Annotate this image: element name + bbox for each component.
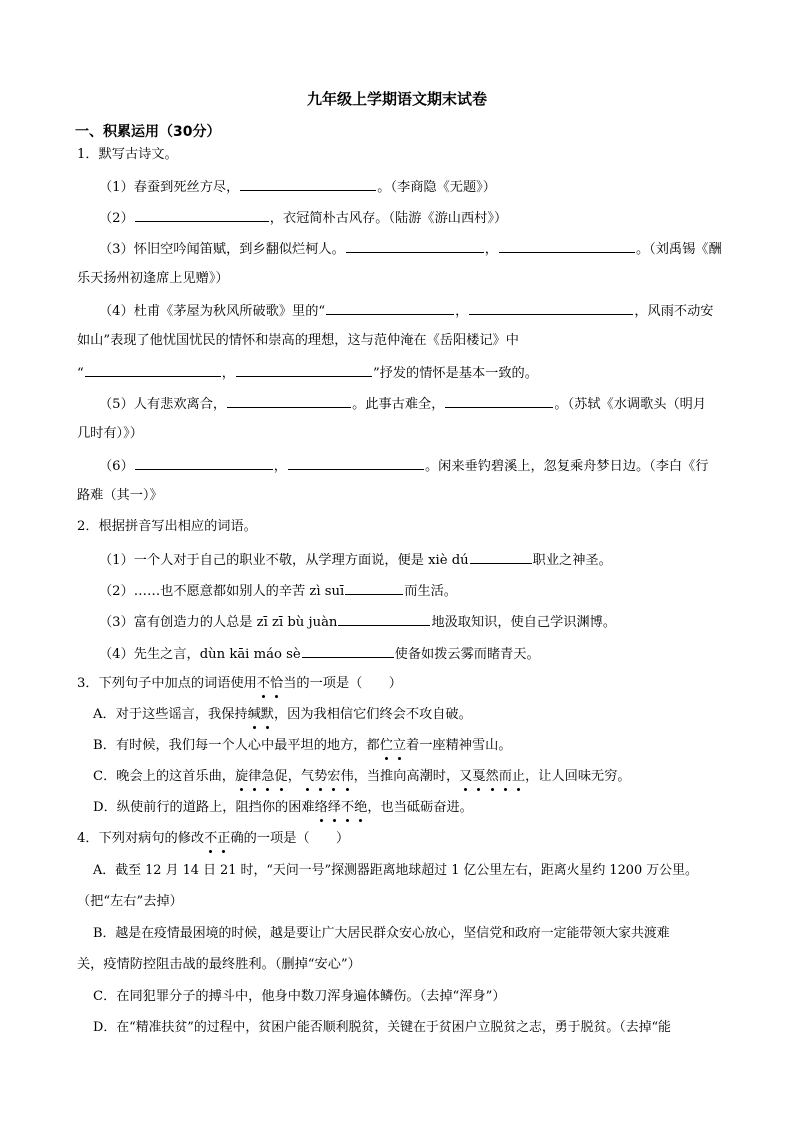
item-text: 。（刘禹锡《酬: [635, 242, 722, 257]
question-2-item-3: [99, 612, 616, 632]
question-4-option-d: D．在“精准扶贫”的过程中，贫困户能否顺利脱贫，关键在于贫困户立脱贫之志，勇于脱贫。（去掉“能: [93, 1020, 671, 1035]
answer-blank[interactable]: [345, 581, 403, 595]
question-1-item-4-cont-2: [77, 363, 538, 383]
question-4-option-a-cont: （把“左右”去掉）: [77, 894, 183, 909]
item-text: （6）: [99, 459, 134, 474]
answer-blank[interactable]: [227, 394, 351, 408]
emphasis-char: 伫: [379, 738, 393, 753]
question-1-item-6-cont: 路难（其一）》: [77, 488, 163, 503]
item-text: 使备如拨云雾而睹青天。: [394, 647, 540, 662]
item-text: ，也当砥砺奋进。: [367, 800, 473, 815]
item-text: 确的一项是（ ）: [230, 831, 350, 846]
item-text: 职业之神圣。: [532, 553, 612, 568]
item-text: （3）怀旧空吟闻笛赋，到乡翻似烂柯人。: [99, 242, 345, 257]
emphasis-char: 不: [204, 831, 218, 846]
emphasis-char: 恰: [270, 676, 284, 691]
answer-blank[interactable]: [302, 644, 394, 658]
emphasis-char: 缄: [247, 707, 261, 722]
emphasis-char: 立: [392, 738, 407, 753]
item-text: ，: [287, 769, 301, 784]
item-text: （1）一个人对于自己的职业不敬，从学理方面说，便是 xiè dú: [99, 553, 469, 568]
item-text: ，: [484, 242, 498, 257]
answer-blank[interactable]: [346, 239, 484, 253]
item-text: （2）……也不愿意都如别人的辛苦 zì suī: [99, 584, 345, 599]
item-text: （1）春蚕到死丝方尽，: [99, 180, 240, 195]
item-text: （4）先生之言，dùn kāi máo sè: [99, 647, 301, 662]
question-3-option-a: [93, 706, 472, 724]
item-text: 。此事古难全，: [352, 397, 445, 412]
answer-blank[interactable]: [85, 363, 221, 377]
emphasis-char: 伟: [340, 769, 354, 784]
item-text: ，因为我相信它们终会不攻自破。: [273, 707, 472, 722]
question-1-stem: 1．默写古诗文。: [77, 147, 178, 162]
section-heading: 一、积累运用（30分）: [75, 124, 221, 140]
question-1-item-5-cont: 几时有）》）: [77, 426, 143, 441]
question-4-option-b-cont: 关，疫情防控阻击战的最终胜利。（删掉“安心”）: [77, 957, 361, 972]
item-text: 地汲取知识，使自己学识渊博。: [431, 615, 617, 630]
emphasis-char: 绎: [327, 800, 341, 815]
question-4-option-a: A．截至 12 月 14 日 21 时，“天问一号”探测器距离地球超过 1 亿公里左右，距离火星约 1200 万公里。: [93, 863, 698, 878]
answer-blank[interactable]: [445, 394, 553, 408]
item-text: ，: [273, 459, 287, 474]
answer-blank[interactable]: [288, 456, 424, 470]
item-text: 3．下列句子中加点的词语使用: [77, 676, 257, 691]
item-text: 。（李商隐《无题》）: [377, 180, 496, 195]
question-4-stem: [77, 830, 349, 848]
item-text: “: [77, 366, 84, 381]
page-title: 九年级上学期语文期末试卷: [306, 90, 487, 108]
item-text: 着一座精神雪山。: [406, 738, 512, 753]
item-text: ，: [455, 304, 469, 319]
answer-blank[interactable]: [326, 301, 454, 315]
question-3-option-b: [93, 737, 512, 755]
emphasis-char: 律: [248, 769, 262, 784]
question-2-item-4: [99, 644, 540, 664]
answer-blank[interactable]: [135, 208, 269, 222]
answer-blank[interactable]: [470, 550, 532, 564]
question-2-stem: 2．根据拼音写出相应的词语。: [77, 519, 257, 534]
item-text: 当的一项是（ ）: [283, 676, 402, 691]
answer-blank[interactable]: [135, 456, 273, 470]
item-text: （3）富有创造力的人总是 zī zī bù juàn: [99, 615, 338, 630]
item-text: ”抒发的情怀是基本一致的。: [372, 366, 538, 381]
question-1-item-3-cont: 乐天扬州初逢席上见赠》）: [77, 271, 229, 286]
emphasis-char: 旋: [234, 769, 249, 784]
emphasis-char: 戛: [472, 769, 486, 784]
question-3-option-c: [93, 768, 631, 786]
emphasis-char: 绝: [354, 800, 368, 815]
answer-blank[interactable]: [240, 177, 376, 191]
item-text: ，让人回味无穷。: [525, 769, 631, 784]
item-text: 而生活。: [404, 584, 457, 599]
answer-blank[interactable]: [338, 612, 430, 626]
item-text: 。（苏轼《水调歌头（明月: [554, 397, 707, 412]
question-2-item-1: [99, 550, 612, 570]
item-text: 4．下列对病句的修改: [77, 831, 205, 846]
answer-blank[interactable]: [499, 239, 635, 253]
emphasis-char: 势: [314, 769, 328, 784]
item-text: （2）: [99, 211, 134, 226]
emphasis-char: 又: [459, 769, 473, 784]
question-4-option-c: C．在同犯罪分子的搏斗中，他身中数刀浑身遍体鳞伤。（去掉“浑身”）: [93, 989, 506, 1004]
item-text: D．纵使前行的道路上，阻挡你的困难: [93, 800, 315, 815]
item-text: 。闲来垂钓碧溪上，忽复乘舟梦日边。（李白《行: [424, 459, 709, 474]
item-text: ，衣冠简朴古风存。（陆游《游山西村》）: [269, 211, 508, 226]
emphasis-char: 然: [485, 769, 499, 784]
question-4-option-b: B．越是在疫情最困境的时候，越是要让广大居民群众安心放心，坚信党和政府一定能带领大家共渡难: [93, 926, 670, 941]
question-1-item-2: [99, 208, 507, 228]
question-1-item-5: [99, 394, 706, 414]
item-text: ，: [221, 366, 235, 381]
question-2-item-2: [99, 581, 457, 601]
item-text: ，风雨不动安: [634, 304, 714, 319]
emphasis-char: 正: [217, 831, 231, 846]
emphasis-char: 络: [314, 800, 328, 815]
emphasis-char: 急: [261, 769, 275, 784]
question-1-item-6: [99, 456, 708, 476]
emphasis-char: 气: [300, 769, 315, 784]
answer-blank[interactable]: [236, 363, 372, 377]
emphasis-char: 而: [498, 769, 512, 784]
item-text: C．晚会上的这首乐曲，: [93, 769, 235, 784]
question-3-option-d: [93, 799, 473, 817]
answer-blank[interactable]: [469, 301, 633, 315]
item-text: B．有时候，我们每一个人心中最平坦的地方，都: [93, 738, 380, 753]
emphasis-char: 促: [274, 769, 288, 784]
emphasis-char: 默: [260, 707, 274, 722]
question-1-item-3: [99, 239, 722, 259]
question-1-item-1: [99, 177, 496, 197]
emphasis-char: 不: [340, 800, 355, 815]
question-1-item-4-cont-1: 如山”表现了他忧国忧民的情怀和崇高的理想，这与范仲淹在《岳阳楼记》中: [77, 333, 519, 348]
emphasis-char: 宏: [327, 769, 341, 784]
emphasis-char: 不: [256, 676, 271, 691]
item-text: ，当推向高潮时，: [353, 769, 460, 784]
emphasis-char: 止: [511, 769, 526, 784]
question-1-item-4: [99, 301, 713, 321]
question-3-stem: [77, 675, 402, 693]
item-text: A．对于这些谣言，我保持: [93, 707, 248, 722]
item-text: （5）人有悲欢离合，: [99, 397, 227, 412]
item-text: （4）杜甫《茅屋为秋风所破歌》里的“: [99, 304, 326, 319]
